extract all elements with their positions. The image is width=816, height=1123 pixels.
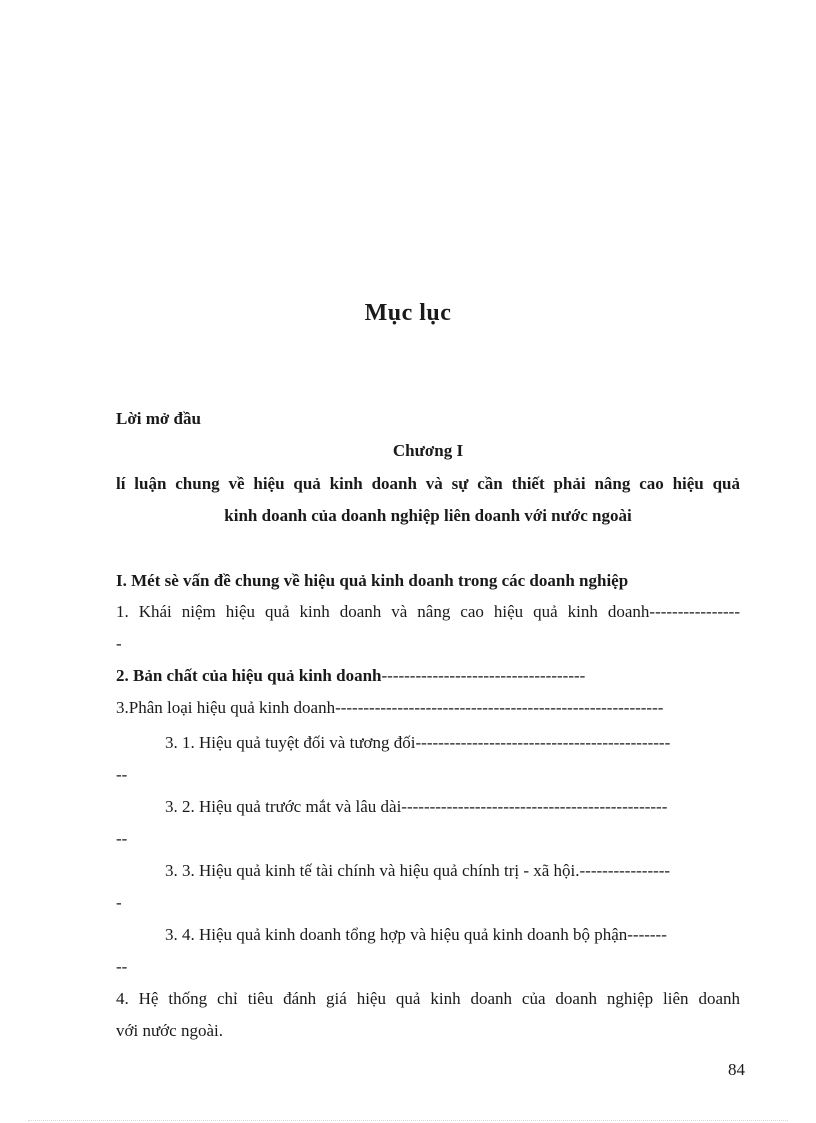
toc-item-4: 4. Hệ thống chỉ tiêu đánh giá hiệu quả kinh doanh của doanh nghiệp liên doanh (116, 989, 740, 1008)
toc-item-3-3: 3. 3. Hiệu quả kinh tế tài chính và hiệu quả chính trị - xã hội.---------------- (165, 861, 671, 880)
toc-item-2 (116, 665, 740, 687)
toc-item-4-wrap: với nước ngoài. (116, 1021, 223, 1040)
toc-item-3-2: 3. 2. Hiệu quả trước mắt và lâu dài----------------------------------------------- (165, 797, 668, 816)
toc-item-3: 3.Phân loại hiệu quả kinh doanh---------------------------------------------------------- (116, 698, 664, 717)
toc-item-2-leader: ------------------------------------ (381, 666, 586, 685)
page-number: 84 (728, 1060, 745, 1079)
page-title: Mục lục (364, 300, 452, 326)
footer-divider (28, 1120, 788, 1121)
section1-heading: I. Mét sè vấn đề chung về hiệu quả kinh doanh trong các doanh nghiệp (116, 571, 629, 590)
toc-item-3-4-wrap: -- (116, 957, 128, 976)
toc-item-1-wrap: - (116, 634, 122, 653)
chapter-title-line1: lí luận chung về hiệu quả kinh doanh và sự cần thiết phải nâng cao hiệu quả (116, 474, 740, 493)
chapter-label: Chương I (392, 441, 464, 460)
toc-item-3-2-wrap: -- (116, 829, 128, 848)
toc-item-3-4: 3. 4. Hiệu quả kinh doanh tổng hợp và hiệu quả kinh doanh bộ phận------- (165, 925, 667, 944)
toc-item-2-label: 2. Bản chất của hiệu quả kinh doanh (116, 666, 382, 685)
toc-item-1: 1. Khái niệm hiệu quả kinh doanh và nâng cao hiệu quả kinh doanh---------------- (116, 602, 740, 621)
chapter-title-line2: kinh doanh của doanh nghiệp liên doanh với nước ngoài (224, 506, 632, 525)
toc-item-3-3-wrap: - (116, 893, 122, 912)
toc-item-3-1: 3. 1. Hiệu quả tuyệt đối và tương đối--------------------------------------------- (165, 733, 671, 752)
toc-item-3-1-wrap: -- (116, 765, 128, 784)
intro-heading: Lời mở đầu (116, 409, 201, 428)
